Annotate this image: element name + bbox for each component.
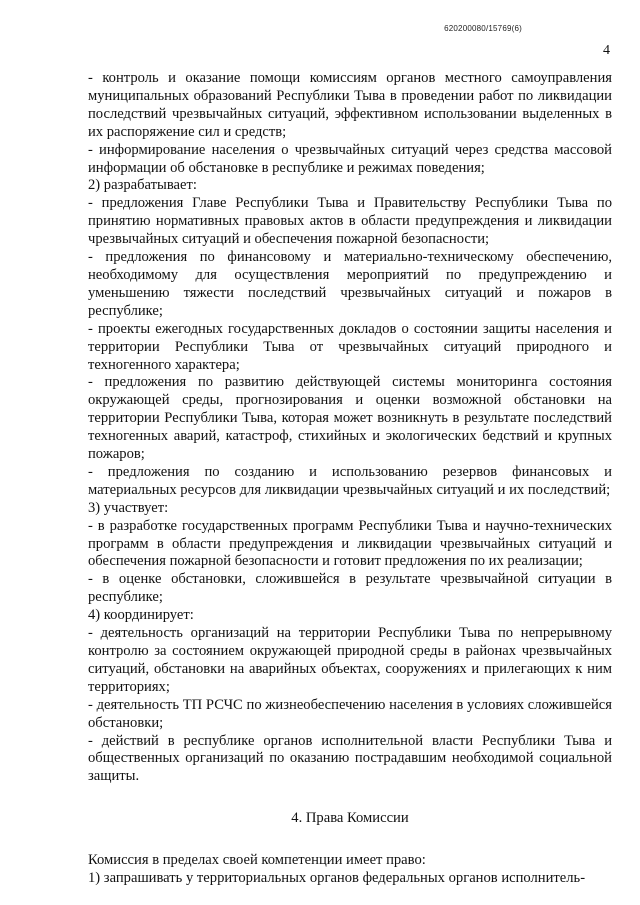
document-id: 620200080/15769(6) (444, 24, 522, 33)
page-number: 4 (603, 43, 610, 58)
document-body (88, 70, 612, 888)
paragraph: - предложения по развитию действующей системы мониторинга состояния окружающей среды, прогнозирования и оценки возможной обстановки на территории Республики Тыва, которая может возникнуть в результате последствий техногенных аварий, катастроф, стихийных и экологических бедствий и крупных пожаров; (88, 374, 612, 463)
paragraph: - информирование населения о чрезвычайных ситуаций через средства массовой информации об обстановке в республике и режимах поведения; (88, 141, 612, 176)
paragraph: - предложения по финансовому и материально-техническому обеспечению, необходимому для осуществления мероприятий по предупреждению и уменьшению тяжести последствий чрезвычайных ситуаций и пожаров в республике; (88, 249, 612, 319)
paragraph: - действий в республике органов исполнительной власти Республики Тыва и общественных организаций по оказанию пострадавшим необходимой социальной защиты. (88, 732, 612, 785)
paragraph: 3) участвует: (88, 499, 169, 516)
paragraph: - в разработке государственных программ Республики Тыва и научно-технических программ в области предупреждения и ликвидации чрезвычайных ситуаций и обеспечения пожарной безопасности и готовит предложения по их реализации; (88, 517, 612, 570)
paragraph: - деятельность организаций на территории Республики Тыва по непрерывному контролю за состоянием окружающей природной среды в районах чрезвычайных ситуаций, обстановки на аварийных объектах, сооружениях и прилегающих к ним территориях; (88, 625, 612, 695)
paragraph: - деятельность ТП РСЧС по жизнеобеспечению населения в условиях сложившейся обстановки; (88, 696, 612, 731)
paragraph: Комиссия в пределах своей компетенции имеет право: (88, 852, 426, 869)
paragraph: - предложения по созданию и использованию резервов финансовых и материальных ресурсов для ликвидации чрезвычайных ситуаций и их последствий; (88, 463, 612, 498)
paragraph: 4) координирует: (88, 607, 194, 624)
paragraph: - предложения Главе Республики Тыва и Правительству Республики Тыва по принятию нормативных правовых актов в области предупреждения и ликвидации чрезвычайных ситуаций и обеспечения пожарной безопасности; (88, 195, 612, 248)
section-title: 4. Права Комиссии (291, 810, 409, 827)
paragraph: - проекты ежегодных государственных докладов о состоянии защиты населения и территории Республики Тыва от чрезвычайных ситуаций природного и техногенного характера; (88, 320, 612, 373)
paragraph: 1) запрашивать у территориальных органов федеральных органов исполнитель- (88, 870, 586, 887)
paragraph: - в оценке обстановки, сложившейся в результате чрезвычайной ситуации в республике; (88, 571, 612, 606)
paragraph: 2) разрабатывает: (88, 177, 197, 194)
paragraph: - контроль и оказание помощи комиссиям органов местного самоуправления муниципальных образований Республики Тыва в проведении работ по ликвидации последствий чрезвычайных ситуаций, эффективном использовании выделенных в их распоряжение сил и средств; (88, 70, 612, 140)
